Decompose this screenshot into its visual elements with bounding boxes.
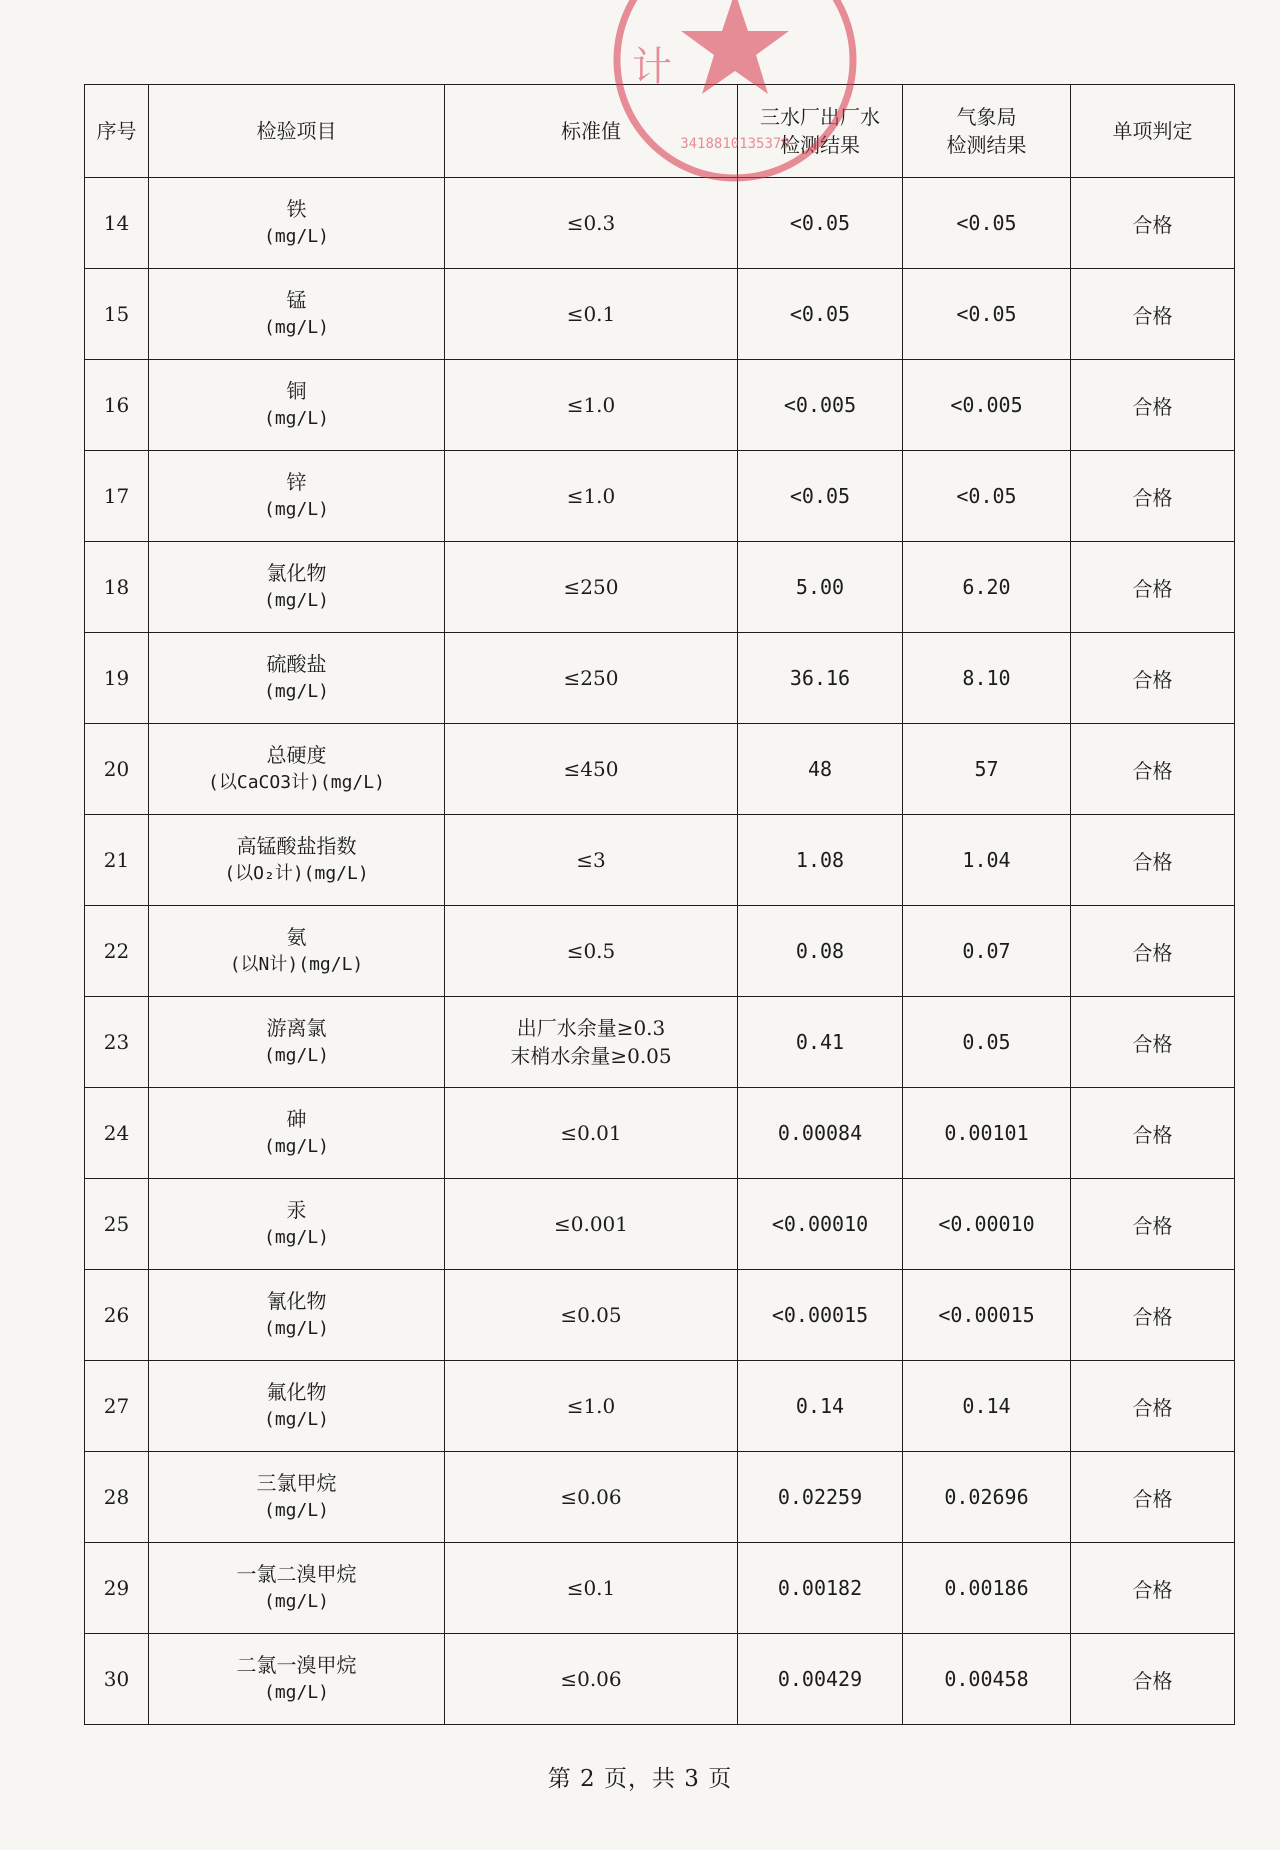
item-cell	[149, 178, 445, 269]
judgement: 合格	[1071, 815, 1235, 906]
item-name: 铜	[286, 379, 307, 403]
standard-value: ≤0.1	[566, 302, 616, 326]
item-cell	[149, 542, 445, 633]
judgement: 合格	[1071, 1452, 1235, 1543]
page-footer: 第 2 页，共 3 页	[547, 1766, 733, 1792]
standard-value: ≤1.0	[566, 393, 616, 417]
inspection-table	[84, 84, 1235, 1725]
row-number: 22	[85, 906, 149, 997]
header-plant-line1: 三水厂出厂水	[760, 105, 880, 129]
row-number: 20	[85, 724, 149, 815]
header-no: 序号	[85, 85, 149, 178]
table-row	[85, 1634, 1235, 1725]
item-cell	[149, 633, 445, 724]
item-name: 硫酸盐	[266, 652, 327, 676]
standard-cell	[445, 451, 738, 542]
item-name: 游离氯	[266, 1016, 327, 1040]
seal-code: 3418810135379	[680, 136, 790, 152]
standard-value: ≤1.0	[566, 1394, 616, 1418]
table-row	[85, 1543, 1235, 1634]
judgement: 合格	[1071, 1270, 1235, 1361]
row-number: 16	[85, 360, 149, 451]
plant-result: 0.14	[738, 1361, 903, 1452]
item-unit: (mg/L)	[263, 1682, 330, 1703]
table-row	[85, 360, 1235, 451]
item-unit: (mg/L)	[263, 590, 330, 611]
table-row	[85, 1270, 1235, 1361]
bureau-result: 0.14	[903, 1361, 1071, 1452]
item-unit: (mg/L)	[263, 1227, 330, 1248]
judgement: 合格	[1071, 997, 1235, 1088]
bureau-result: 8.10	[903, 633, 1071, 724]
item-cell	[149, 997, 445, 1088]
item-unit: (以N计)(mg/L)	[229, 954, 364, 975]
item-name: 锌	[286, 470, 307, 494]
standard-cell	[445, 633, 738, 724]
bureau-result: 0.07	[903, 906, 1071, 997]
item-cell	[149, 451, 445, 542]
standard-value: ≤3	[576, 848, 606, 872]
table-row	[85, 542, 1235, 633]
table-row	[85, 815, 1235, 906]
row-number: 28	[85, 1452, 149, 1543]
item-name: 高锰酸盐指数	[236, 834, 357, 858]
table-row	[85, 269, 1235, 360]
item-cell	[149, 1270, 445, 1361]
item-name: 氨	[286, 925, 307, 949]
standard-value: ≤250	[563, 666, 619, 690]
header-standard: 标准值	[445, 85, 738, 178]
item-name: 总硬度	[266, 743, 327, 767]
standard-cell	[445, 1543, 738, 1634]
header-plant-result	[738, 85, 903, 178]
table-row	[85, 633, 1235, 724]
judgement: 合格	[1071, 1179, 1235, 1270]
table-row	[85, 724, 1235, 815]
plant-result: <0.00015	[738, 1270, 903, 1361]
standard-value: ≤0.05	[560, 1303, 622, 1327]
item-cell	[149, 1452, 445, 1543]
row-number: 23	[85, 997, 149, 1088]
item-unit: (mg/L)	[263, 1409, 330, 1430]
bureau-result: 57	[903, 724, 1071, 815]
bureau-result: <0.00015	[903, 1270, 1071, 1361]
row-number: 26	[85, 1270, 149, 1361]
plant-result: 0.00182	[738, 1543, 903, 1634]
plant-result: 0.41	[738, 997, 903, 1088]
standard-cell	[445, 360, 738, 451]
plant-result: <0.05	[738, 178, 903, 269]
header-row	[85, 85, 1235, 178]
bureau-result: 1.04	[903, 815, 1071, 906]
standard-cell	[445, 906, 738, 997]
item-name: 三氯甲烷	[256, 1471, 337, 1495]
item-cell	[149, 269, 445, 360]
row-number: 17	[85, 451, 149, 542]
bureau-result: 6.20	[903, 542, 1071, 633]
item-unit: (mg/L)	[263, 408, 330, 429]
row-number: 14	[85, 178, 149, 269]
item-cell	[149, 1088, 445, 1179]
item-name: 二氯一溴甲烷	[236, 1653, 357, 1677]
plant-result: 5.00	[738, 542, 903, 633]
bureau-result: 0.00101	[903, 1088, 1071, 1179]
item-cell	[149, 724, 445, 815]
plant-result: <0.005	[738, 360, 903, 451]
bureau-result: <0.005	[903, 360, 1071, 451]
header-judgement: 单项判定	[1071, 85, 1235, 178]
standard-value: ≤0.5	[566, 939, 616, 963]
header-bureau-line2: 检测结果	[946, 133, 1027, 157]
standard-cell	[445, 1270, 738, 1361]
standard-value: ≤0.06	[560, 1667, 622, 1691]
standard-value: ≤1.0	[566, 484, 616, 508]
item-cell	[149, 1543, 445, 1634]
item-unit: (mg/L)	[263, 1318, 330, 1339]
seal-edge-char: 计	[632, 44, 672, 90]
item-name: 氰化物	[266, 1289, 327, 1313]
item-cell	[149, 360, 445, 451]
judgement: 合格	[1071, 1634, 1235, 1725]
bureau-result: 0.00458	[903, 1634, 1071, 1725]
table-row	[85, 1452, 1235, 1543]
standard-cell	[445, 1361, 738, 1452]
judgement: 合格	[1071, 360, 1235, 451]
bureau-result: <0.05	[903, 451, 1071, 542]
judgement: 合格	[1071, 178, 1235, 269]
standard-cell	[445, 1088, 738, 1179]
item-unit: (mg/L)	[263, 499, 330, 520]
plant-result: 0.00084	[738, 1088, 903, 1179]
row-number: 19	[85, 633, 149, 724]
standard-cell	[445, 1452, 738, 1543]
item-unit: (mg/L)	[263, 681, 330, 702]
standard-value: ≤0.001	[553, 1212, 628, 1236]
item-cell	[149, 815, 445, 906]
table-row	[85, 451, 1235, 542]
standard-value: ≤250	[563, 575, 619, 599]
judgement: 合格	[1071, 269, 1235, 360]
standard-cell	[445, 269, 738, 360]
plant-result: 0.00429	[738, 1634, 903, 1725]
bureau-result: <0.05	[903, 178, 1071, 269]
table-row	[85, 997, 1235, 1088]
table-row	[85, 1179, 1235, 1270]
item-unit: (以CaCO3计)(mg/L)	[208, 772, 385, 793]
standard-cell	[445, 542, 738, 633]
bureau-result: 0.05	[903, 997, 1071, 1088]
standard-cell	[445, 178, 738, 269]
item-unit: (mg/L)	[263, 1045, 330, 1066]
item-cell	[149, 1179, 445, 1270]
judgement: 合格	[1071, 724, 1235, 815]
item-name: 汞	[286, 1198, 307, 1222]
row-number: 25	[85, 1179, 149, 1270]
judgement: 合格	[1071, 1543, 1235, 1634]
judgement: 合格	[1071, 451, 1235, 542]
header-bureau-line1: 气象局	[956, 105, 1017, 129]
row-number: 24	[85, 1088, 149, 1179]
standard-value: 末梢水余量≥0.05	[510, 1044, 672, 1068]
item-cell	[149, 1361, 445, 1452]
plant-result: 0.02259	[738, 1452, 903, 1543]
standard-value: ≤450	[563, 757, 619, 781]
row-number: 30	[85, 1634, 149, 1725]
item-cell	[149, 1634, 445, 1725]
standard-cell	[445, 1634, 738, 1725]
bureau-result: <0.05	[903, 269, 1071, 360]
plant-result: 48	[738, 724, 903, 815]
item-name: 锰	[286, 288, 307, 312]
item-unit: (mg/L)	[263, 1591, 330, 1612]
header-bureau-result	[903, 85, 1071, 178]
plant-result: 36.16	[738, 633, 903, 724]
item-name: 砷	[286, 1107, 307, 1131]
table-row	[85, 1088, 1235, 1179]
standard-value: 出厂水余量≥0.3	[516, 1016, 666, 1040]
plant-result: <0.00010	[738, 1179, 903, 1270]
item-unit: (mg/L)	[263, 1136, 330, 1157]
bureau-result: 0.02696	[903, 1452, 1071, 1543]
row-number: 27	[85, 1361, 149, 1452]
row-number: 29	[85, 1543, 149, 1634]
plant-result: <0.05	[738, 269, 903, 360]
standard-cell	[445, 724, 738, 815]
plant-result: 0.08	[738, 906, 903, 997]
table-header	[85, 85, 1235, 178]
standard-cell	[445, 815, 738, 906]
standard-value: ≤0.06	[560, 1485, 622, 1509]
item-name: 氟化物	[266, 1380, 327, 1404]
item-unit: (mg/L)	[263, 1500, 330, 1521]
judgement: 合格	[1071, 1361, 1235, 1452]
judgement: 合格	[1071, 542, 1235, 633]
item-unit: (mg/L)	[263, 226, 330, 247]
bureau-result: 0.00186	[903, 1543, 1071, 1634]
item-cell	[149, 906, 445, 997]
judgement: 合格	[1071, 906, 1235, 997]
table-row	[85, 906, 1235, 997]
judgement: 合格	[1071, 633, 1235, 724]
standard-cell	[445, 997, 738, 1088]
table-body	[85, 178, 1235, 1725]
seal-star	[681, 0, 789, 94]
standard-value: ≤0.01	[560, 1121, 622, 1145]
row-number: 15	[85, 269, 149, 360]
standard-cell	[445, 1179, 738, 1270]
header-plant-line2: 检测结果	[780, 133, 860, 157]
table-row	[85, 178, 1235, 269]
plant-result: 1.08	[738, 815, 903, 906]
row-number: 18	[85, 542, 149, 633]
row-number: 21	[85, 815, 149, 906]
item-name: 氯化物	[266, 561, 327, 585]
item-unit: (mg/L)	[263, 317, 330, 338]
header-item: 检验项目	[149, 85, 445, 178]
item-name: 铁	[286, 197, 307, 221]
bureau-result: <0.00010	[903, 1179, 1071, 1270]
item-name: 一氯二溴甲烷	[236, 1562, 357, 1586]
standard-value: ≤0.1	[566, 1576, 616, 1600]
item-unit: (以O₂计)(mg/L)	[224, 863, 369, 884]
plant-result: <0.05	[738, 451, 903, 542]
standard-value: ≤0.3	[566, 211, 616, 235]
judgement: 合格	[1071, 1088, 1235, 1179]
table-row	[85, 1361, 1235, 1452]
